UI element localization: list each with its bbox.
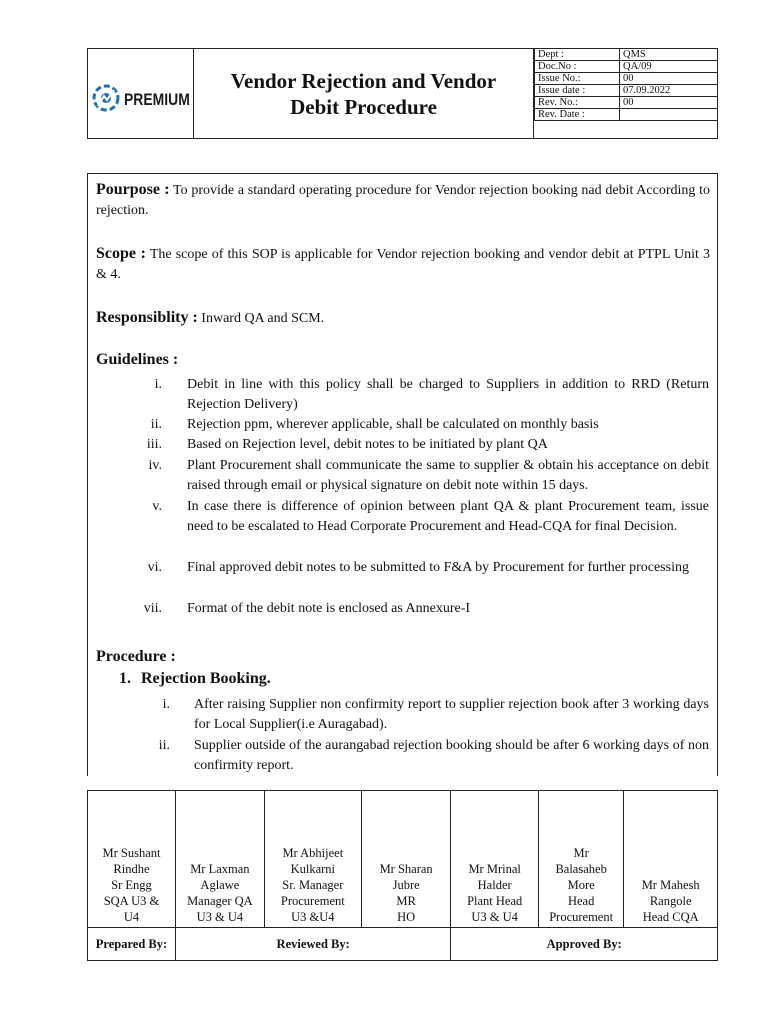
signatory-line: Aglawe — [200, 878, 240, 892]
list-item-text: After raising Supplier non confirmity report to supplier rejection book after 3 working days for Local Supplier(i.e Auragabad). — [194, 697, 709, 732]
signatory-cell — [264, 791, 361, 928]
list-item-number: iii. — [146, 437, 162, 452]
list-item-number: i. — [162, 697, 170, 712]
signatory-cell — [88, 791, 176, 928]
purpose-text: To provide a standard operating procedure for Vendor rejection booking nad debit According to rejection. — [96, 183, 711, 218]
meta-value: 07.09.2022 — [620, 85, 718, 97]
list-item-number: vi. — [147, 560, 162, 575]
signatory-line: SQA U3 & — [103, 894, 160, 908]
signatory-line: U3 & U4 — [471, 910, 518, 924]
list-item-text: In case there is difference of opinion between plant QA & plant Procurement team, issue need to be escalated to Head Corporate Procurement and Head-CQA for final Decision. — [187, 499, 709, 534]
meta-value: QA/09 — [620, 61, 718, 73]
signatory-line: Rindhe — [113, 862, 150, 876]
meta-value: 00 — [620, 97, 718, 109]
title-line-1: Vendor Rejection and Vendor — [230, 68, 497, 93]
list-item-text: Rejection ppm, wherever applicable, shall be calculated on monthly basis — [187, 417, 599, 432]
meta-value: QMS — [620, 49, 718, 61]
list-item-number: ii. — [158, 738, 170, 753]
meta-row — [535, 85, 718, 97]
responsibility-paragraph — [96, 308, 710, 329]
signatory-line: U4 — [123, 910, 140, 924]
signatory-line: Sr Engg — [111, 878, 152, 892]
title-line-2: Debit Procedure — [290, 94, 437, 119]
signatory-line: Mr Mrinal — [468, 862, 521, 876]
signatory-line: MR — [396, 894, 416, 908]
list-item-number: v. — [152, 499, 162, 514]
document-title — [194, 48, 534, 139]
signatory-cell — [361, 791, 451, 928]
signatory-line: Head — [567, 894, 595, 908]
logo-text: PREMIUM — [124, 90, 190, 109]
meta-row — [535, 73, 718, 85]
signatory-line: Procurement — [280, 894, 345, 908]
signatory-line: Head CQA — [642, 910, 699, 924]
list-item-text: Based on Rejection level, debit notes to be initiated by plant QA — [187, 437, 548, 452]
procedure-section-number: 1. — [119, 670, 131, 687]
list-item-number: iv. — [148, 458, 162, 473]
list-item-text: Supplier outside of the aurangabad rejection booking should be after 6 working days of non confirmity report. — [194, 738, 709, 773]
signatory-line: Plant Head — [467, 894, 523, 908]
signatory-line: Mr Mahesh — [641, 878, 700, 892]
signatory-line: Mr — [573, 846, 589, 860]
scope-text: The scope of this SOP is applicable for Vendor rejection booking and vendor debit at PTPL Unit 3 & 4. — [96, 247, 710, 282]
signatory-line: Procurement — [549, 910, 614, 924]
signatory-line: HO — [397, 910, 416, 924]
signatory-cell — [538, 791, 623, 928]
signatory-line: More — [567, 878, 595, 892]
scope-paragraph — [96, 244, 710, 285]
purpose-label: Pourpose : — [96, 181, 170, 198]
signatory-line: U3 &U4 — [291, 910, 335, 924]
meta-row — [535, 97, 718, 109]
reviewed-by-label: Reviewed By: — [175, 928, 450, 961]
signatory-cell — [175, 791, 264, 928]
meta-row — [535, 109, 718, 121]
procedure-heading: Procedure : — [96, 648, 176, 665]
list-item-number: ii. — [150, 417, 162, 432]
scope-label: Scope : — [96, 245, 146, 262]
list-item-text: Debit in line with this policy shall be charged to Suppliers in addition to RRD (Return Rejection Delivery) — [187, 377, 709, 412]
signature-table — [87, 790, 718, 961]
signatory-line: Balasaheb — [555, 862, 607, 876]
signatory-line: U3 & U4 — [196, 910, 244, 924]
meta-key: Rev. No.: — [535, 97, 620, 109]
meta-row — [535, 61, 718, 73]
signatory-line: Kulkarni — [290, 862, 336, 876]
signatory-cell — [624, 791, 718, 928]
procedure-section-title: Rejection Booking. — [141, 670, 271, 687]
signatory-line: Manager QA — [187, 894, 253, 908]
signatory-line: Mr Sharan — [379, 862, 433, 876]
list-item-number: vii. — [143, 601, 162, 616]
meta-value: 00 — [620, 73, 718, 85]
signatory-line: Mr Sushant — [102, 846, 161, 860]
meta-key: Doc.No : — [535, 61, 620, 73]
list-item-text: Format of the debit note is enclosed as Annexure-I — [187, 601, 471, 616]
signatory-line: Halder — [477, 878, 512, 892]
premium-logo-icon — [92, 84, 120, 112]
responsibility-label: Responsiblity : — [96, 309, 198, 326]
signatory-cell — [451, 791, 539, 928]
list-item-number: i. — [154, 377, 162, 392]
signatory-line: Mr Laxman — [190, 862, 250, 876]
meta-key: Issue No.: — [535, 73, 620, 85]
purpose-paragraph — [96, 180, 710, 221]
list-item-text: Plant Procurement shall communicate the same to supplier & obtain his acceptance on debit raised through email or physical signature on debit note within 15 days. — [187, 458, 709, 493]
meta-key: Dept : — [535, 49, 620, 61]
list-item-text: Final approved debit notes to be submitted to F&A by Procurement for further processing — [187, 560, 689, 575]
signatory-line: Rangole — [649, 894, 692, 908]
responsibility-text: Inward QA and SCM. — [201, 311, 325, 326]
signatory-line: Jubre — [392, 878, 420, 892]
signatory-line: Sr. Manager — [282, 878, 344, 892]
meta-value — [620, 109, 718, 121]
guidelines-heading: Guidelines : — [96, 351, 179, 368]
meta-key: Rev. Date : — [535, 109, 620, 121]
meta-row — [535, 49, 718, 61]
document-meta-table — [534, 48, 718, 121]
approved-by-label: Approved By: — [451, 928, 718, 961]
signatory-line: Mr Abhijeet — [282, 846, 344, 860]
prepared-by-label: Prepared By: — [88, 928, 176, 961]
meta-key: Issue date : — [535, 85, 620, 97]
